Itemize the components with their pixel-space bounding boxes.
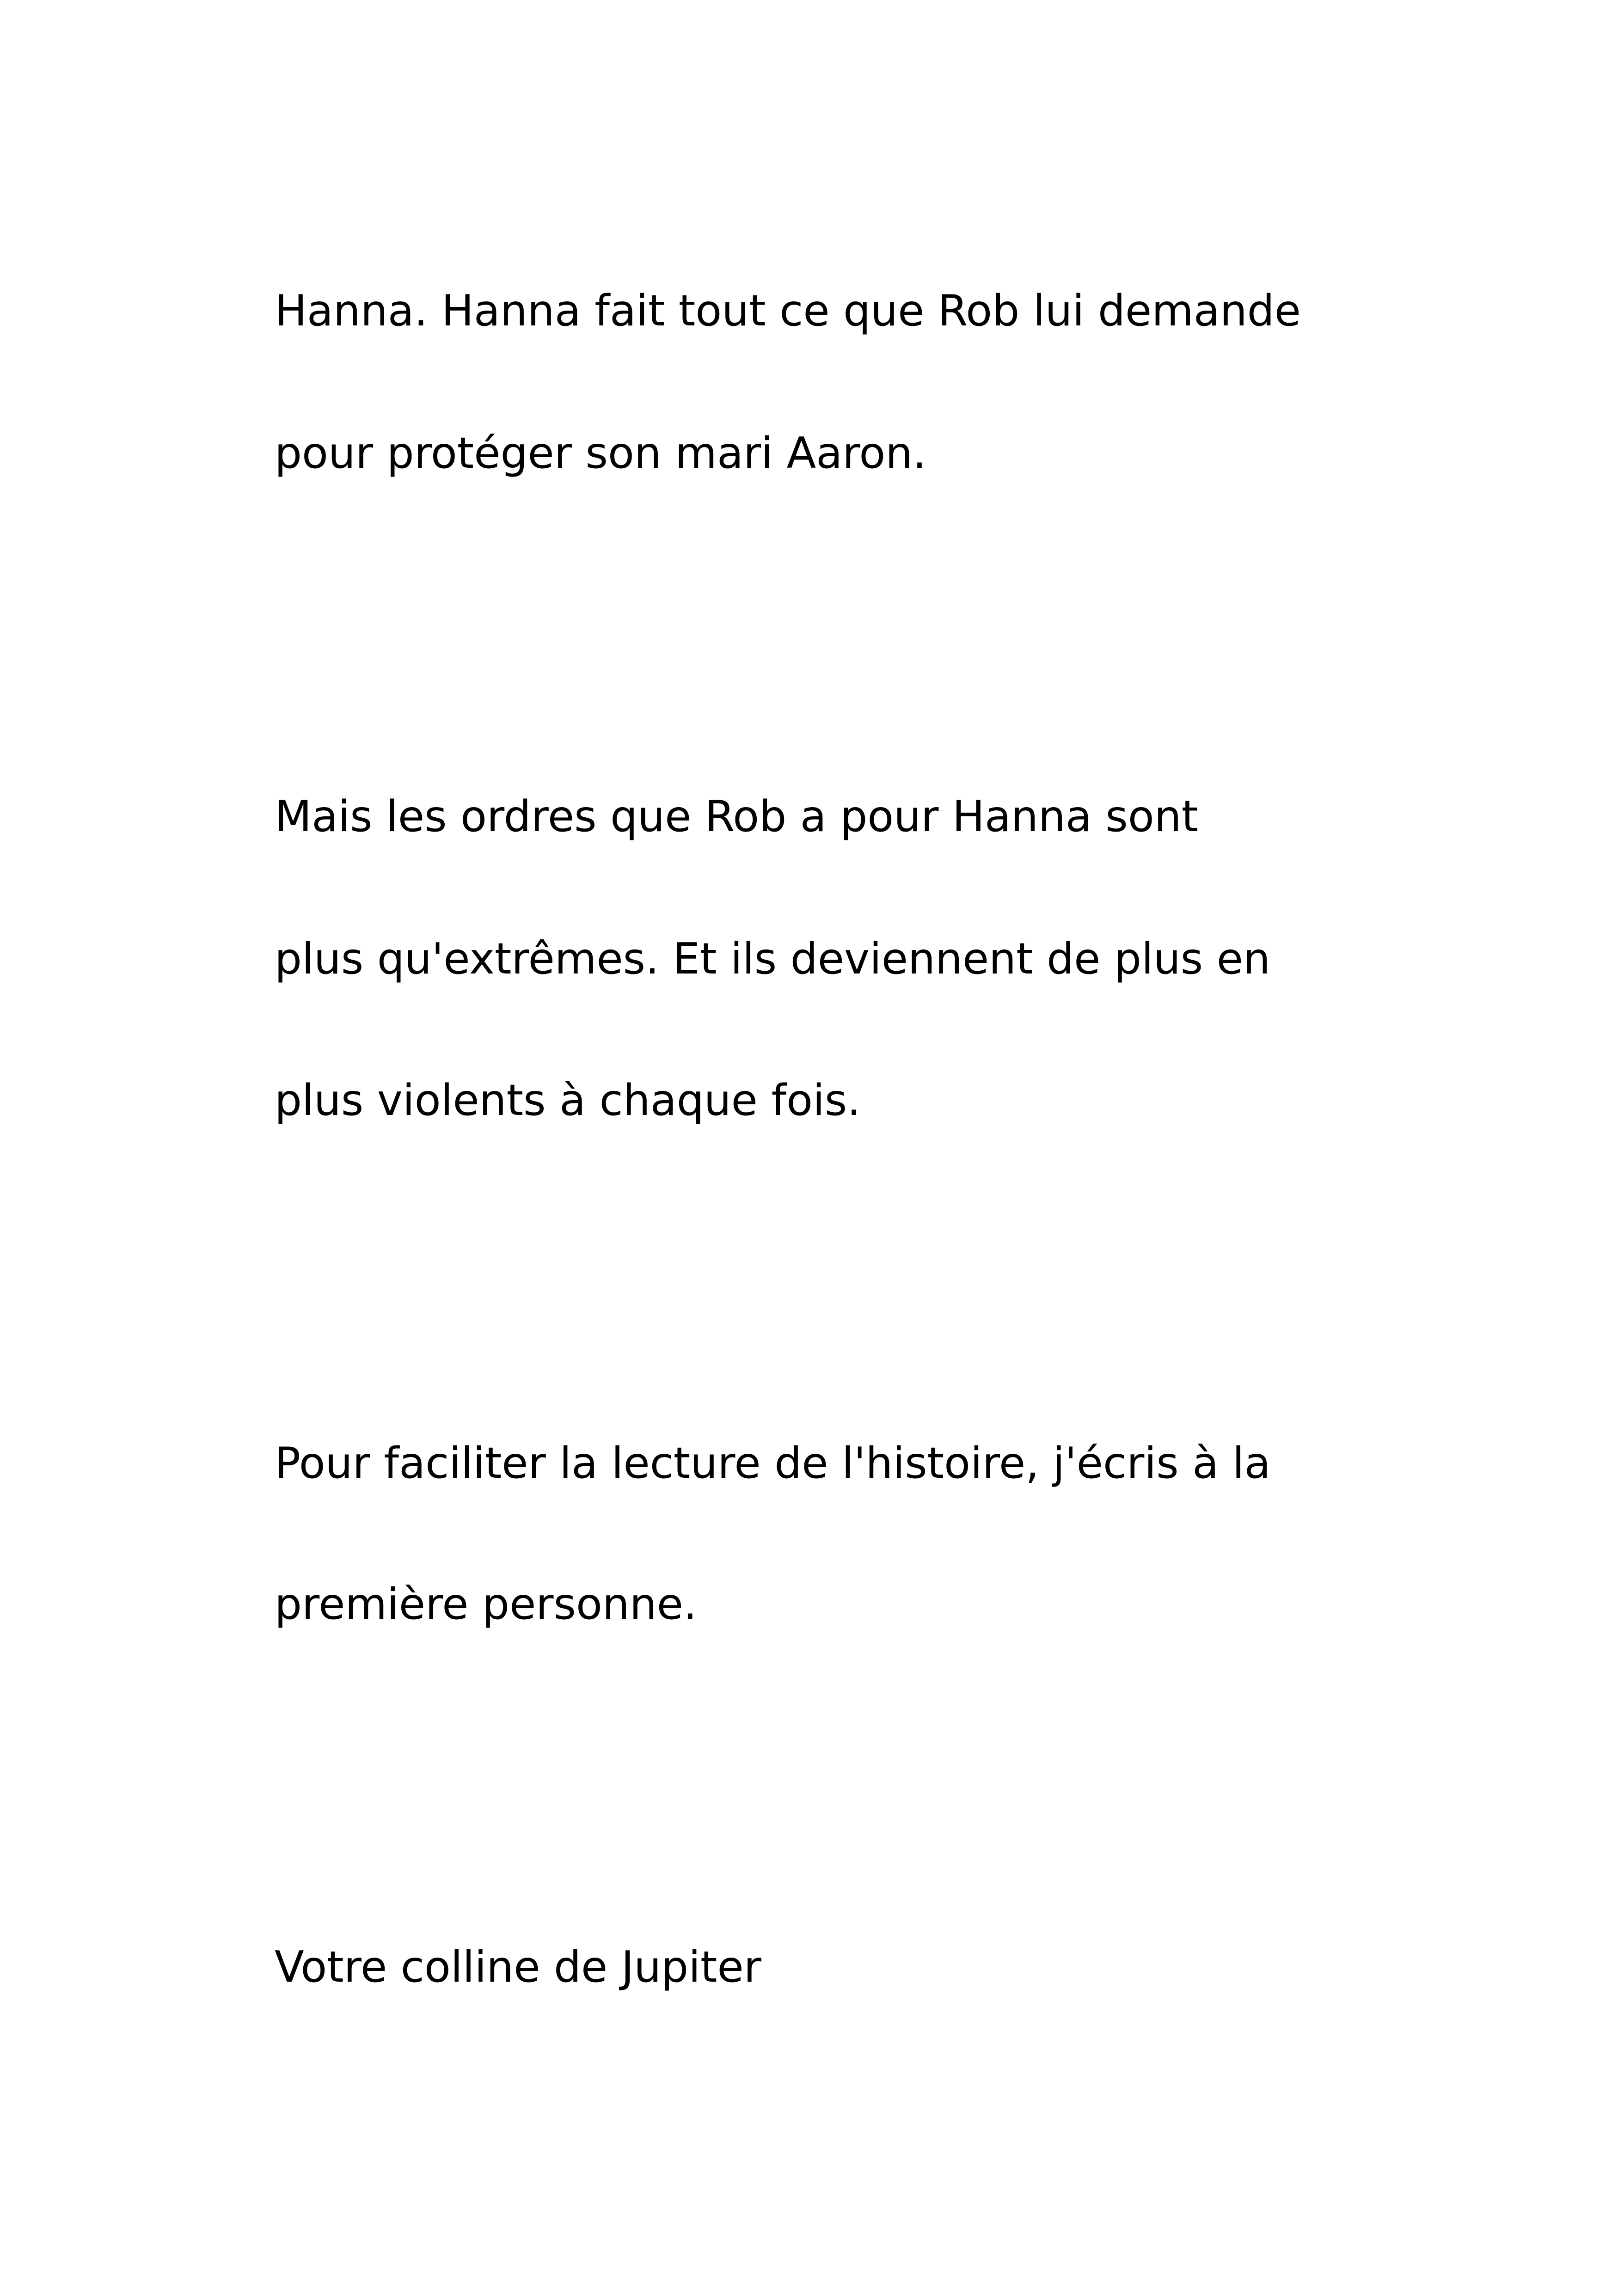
paragraph-3-line-1: Pour faciliter la lecture de l'histoire, j'écris à la <box>275 1438 1271 1488</box>
paragraph-2-line-2: plus qu'extrêmes. Et ils deviennent de plus en <box>275 934 1270 984</box>
paragraph-1-line-2: pour protéger son mari Aaron. <box>275 428 926 478</box>
paragraph-2-line-3: plus violents à chaque fois. <box>275 1075 861 1125</box>
paragraph-2-line-1: Mais les ordres que Rob a pour Hanna sont <box>275 791 1199 841</box>
paragraph-3-line-2: première personne. <box>275 1579 697 1629</box>
signature-line: Votre colline de Jupiter <box>275 1942 761 1992</box>
paragraph-1-line-1: Hanna. Hanna fait tout ce que Rob lui demande <box>275 286 1301 336</box>
